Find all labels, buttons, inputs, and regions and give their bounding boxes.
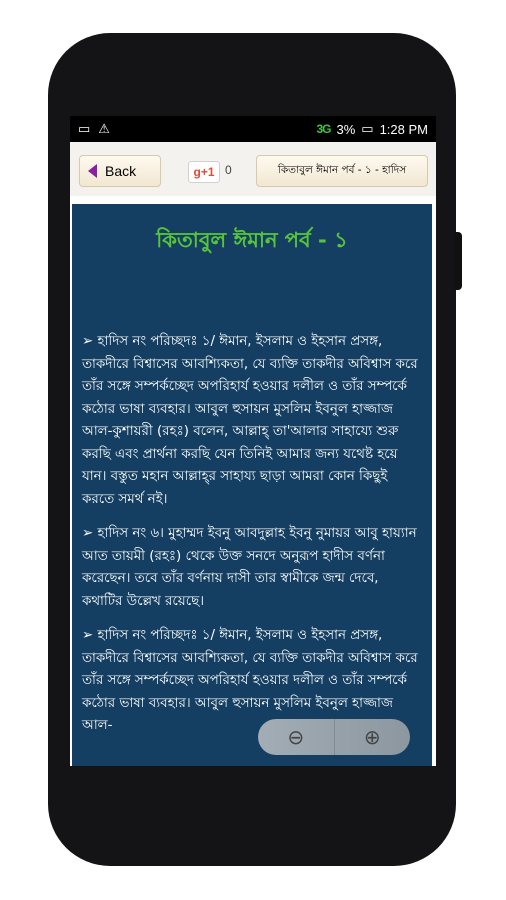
status-bar [70,116,436,142]
hadith-content[interactable] [72,204,432,766]
chapter-title-button[interactable]: কিতাবুল ঈমান পর্ব - ১ - হাদিস [256,155,428,187]
zoom-out-icon: ⊖ [287,725,305,749]
back-arrow-icon [88,164,97,178]
battery-icon: ▭ [361,121,374,136]
back-label: Back [105,163,137,179]
zoom-in-icon: ⊕ [363,725,381,749]
hadith-paragraph: ➢ হাদিস নং পরিচ্ছদঃ ১/ ঈমান, ইসলাম ও ইহসান প্রসঙ্গ, তাকদীরে বিশ্বাসের আবশ্যিকতা, যে ব্যক্তি তাকদীর অবিশ্বাস করে তাঁর সঙ্গে সম্পর্কচ্ছেদ অপরিহার্য হওয়ার দলীল ও তাঁর সম্পর্কে কঠোর ভাষা ব্যবহার। আবুল হুসায়ন মুসলিম ইবনুল হাজ্জাজ আল- [82,628,418,733]
warning-icon: ⚠ [98,121,110,136]
page-title: কিতাবুল ঈমান পর্ব - ১ [156,228,348,252]
hadith-paragraph: ➢ হাদিস নং পরিচ্ছদঃ ১/ ঈমান, ইসলাম ও ইহসান প্রসঙ্গ, তাকদীরে বিশ্বাসের আবশ্যিকতা, যে ব্যক্তি তাকদীর অবিশ্বাস করে তাঁর সঙ্গে সম্পর্কচ্ছেদ অপরিহার্য হওয়ার দলীল ও তাঁর সম্পর্কে কঠোর ভাষা ব্যবহার। আবুল হুসায়ন মুসলিম ইবনুল হাজ্জাজ আল-কুশায়রী (রহঃ) বলেন, আল্লাহ্‌ তা'আলার সাহায্যে শুরু করছি এবং প্রার্থনা করছি যেন তিনিই আমার জন্য যথেষ্ট হয়ে যান। বস্তুত মহান আল্লাহ্‌র সাহায্য ছাড়া আমরা কোন কিছুই করতে সমর্থ নই। [82,334,418,507]
zoom-in-button[interactable] [335,719,411,755]
phone-side-button [454,232,462,290]
hadith-paragraph: ➢ হাদিস নং ৬। মুহাম্মদ ইবনু আবদুল্লাহ ইবনু নুমায়র আবু হায়্যান আত তায়মী (রহঃ) থেকে উক্ত সনদে অনুরূপ হাদীস বর্ণনা করেছেন। তবে তাঁর বর্ণনায় দাসী তার স্বামীকে জন্ম দেবে, কথাটির উল্লেখ রয়েছে। [82,526,417,609]
zoom-control [258,719,410,755]
zoom-out-button[interactable] [258,719,335,755]
clock: 1:28 PM [379,121,428,137]
plus-one-count: 0 [225,163,232,177]
google-plus-one-button[interactable]: g+1 [188,161,220,183]
signal-icon: 3G [316,122,331,136]
battery-percent: 3% [336,121,356,137]
back-button[interactable] [79,155,161,187]
toolbar [70,142,436,196]
image-notification-icon: ▭ [78,121,91,136]
app-screen [70,116,436,766]
